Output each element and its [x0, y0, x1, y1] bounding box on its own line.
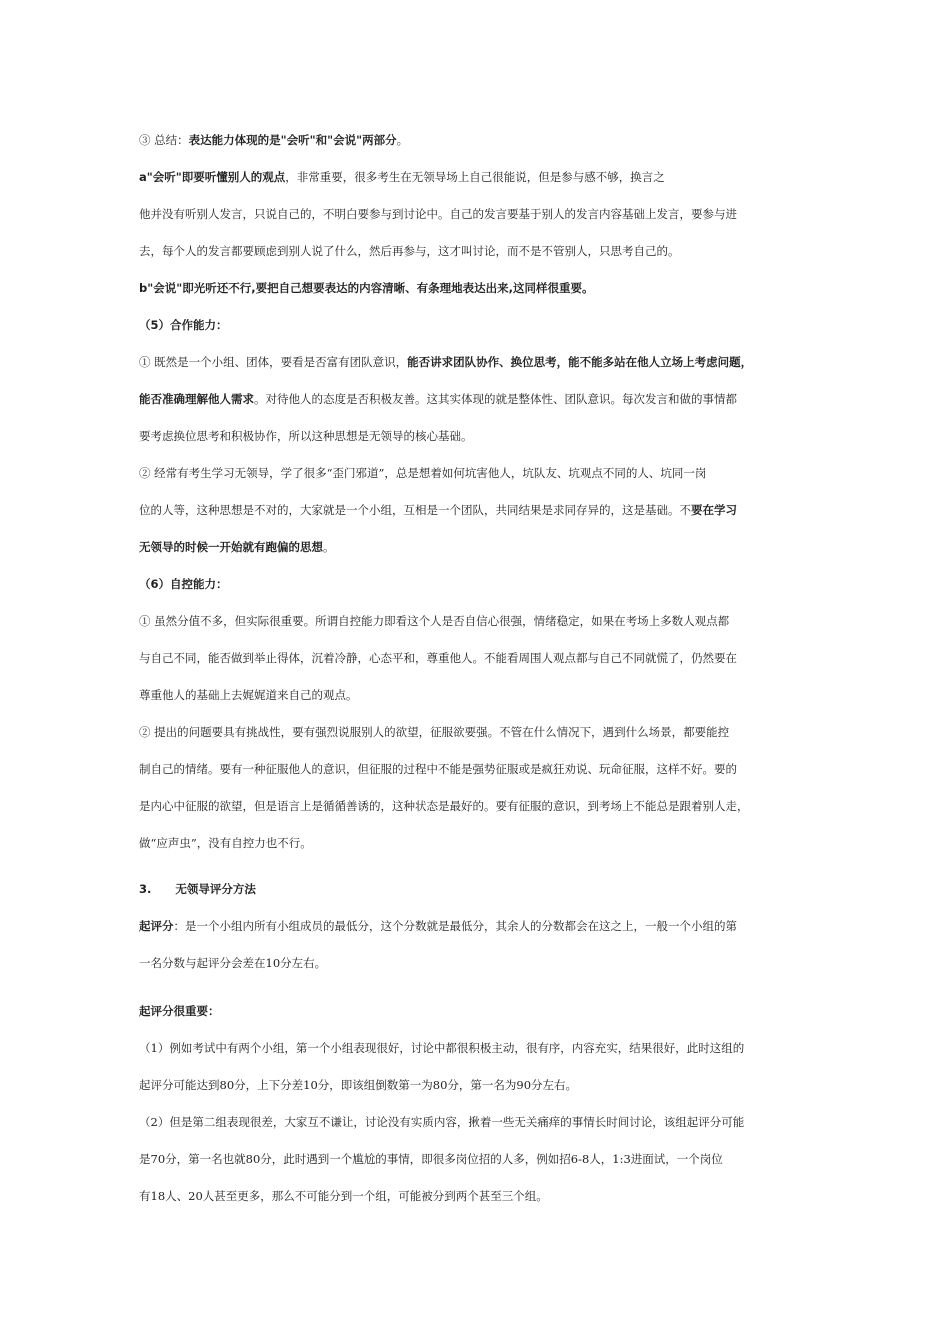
example-2-line-3: 有18人、20人甚至更多，那么不可能分到一个组，可能被分到两个甚至三个组。	[139, 1189, 548, 1203]
cooperation-line-3: 要考虑换位思考和积极协作，所以这种思想是无领导的核心基础。	[139, 429, 473, 443]
example-1-line-2: 起评分可能达到80分，上下分差10分，即该组倒数第一为80分，第一名为90分左右。	[139, 1078, 578, 1092]
section-heading-self-control: （6）自控能力：	[139, 577, 228, 591]
base-score-line-2: 一名分数与起评分会差在10分左右。	[139, 956, 327, 970]
cooperation-line-1: ① 既然是一个小组、团体，要看是否富有团队意识，能否讲求团队协作、换位思考，能不能多站在他人立场上考虑问题，	[139, 355, 753, 369]
base-score-important-heading: 起评分很重要：	[139, 1004, 220, 1018]
example-2-line-2: 是70分，第一名也就80分，此时遇到一个尴尬的事情，即很多岗位招的人多，例如招6-8人，1:3进面试，一个岗位	[139, 1152, 723, 1166]
cooperation-line-2: 能否准确理解他人需求。对待他人的态度是否积极友善。这其实体现的就是整体性、团队意识。每次发言和做的事情都	[139, 392, 737, 406]
example-2-line-1: （2）但是第二组表现很差，大家互不谦让，讨论没有实质内容，揪着一些无关痛痒的事情长时间讨论，该组起评分可能	[139, 1115, 745, 1129]
listen-line-2: 他并没有听别人发言，只说自己的，不明白要参与到讨论中。自己的发言要基于别人的发言内容基础上发言，要参与进	[139, 207, 737, 221]
self-control-line-4: ② 提出的问题要具有挑战性，要有强烈说服别人的欲望，征服欲要强。不管在什么情况下，遇到什么场景，都要能控	[139, 725, 730, 739]
listen-line-1: a"会听"即要听懂别人的观点，非常重要，很多考生在无领导场上自己很能说，但是参与感不够，换言之	[139, 170, 665, 184]
base-score-line-1: 起评分：是一个小组内所有小组成员的最低分，这个分数就是最低分，其余人的分数都会在这之上，一般一个小组的第	[139, 919, 737, 933]
cooperation-line-4: ② 经常有考生学习无领导，学了很多“歪门邪道”，总是想着如何坑害他人，坑队友、坑观点不同的人、坑同一岗	[139, 466, 707, 480]
self-control-line-5: 制自己的情绪。要有一种征服他人的意识，但征服的过程中不能是强势征服或是疯狂劝说、玩命征服，这样不好。要的	[139, 762, 737, 776]
self-control-line-3: 尊重他人的基础上去娓娓道来自己的观点。	[139, 688, 358, 702]
cooperation-line-5: 位的人等，这种思想是不对的，大家就是一个小组，互相是一个团队，共同结果是求同存异的，这是基础。不要在学习	[139, 503, 737, 517]
section-heading-scoring: 3. 无领导评分方法	[139, 882, 256, 896]
self-control-line-2: 与自己不同，能否做到举止得体，沉着冷静，心态平和，尊重他人。不能看周围人观点都与自己不同就慌了，仍然要在	[139, 651, 737, 665]
speak-line: b"会说"即光听还不行,要把自己想要表达的内容清晰、有条理地表达出来,这同样很重要。	[139, 281, 594, 295]
cooperation-line-6: 无领导的时候一开始就有跑偏的思想。	[139, 540, 335, 554]
self-control-line-7: 做“应声虫”，没有自控力也不行。	[139, 836, 312, 850]
summary-line: ③ 总结：表达能力体现的是"会听"和"会说"两部分。	[139, 133, 409, 147]
self-control-line-1: ① 虽然分值不多，但实际很重要。所谓自控能力即看这个人是否自信心很强，情绪稳定，如果在考场上多数人观点都	[139, 614, 730, 628]
example-1-line-1: （1）例如考试中有两个小组，第一个小组表现很好，讨论中都很积极主动，很有序，内容充实，结果很好，此时这组的	[139, 1041, 745, 1055]
listen-line-3: 去，每个人的发言都要顾虑到别人说了什么，然后再参与，这才叫讨论，而不是不管别人，只思考自己的。	[139, 244, 680, 258]
self-control-line-6: 是内心中征服的欲望，但是语言上是循循善诱的，这种状态是最好的。要有征服的意识，到考场上不能总是跟着别人走，	[139, 799, 749, 813]
section-heading-cooperation: （5）合作能力：	[139, 318, 228, 332]
